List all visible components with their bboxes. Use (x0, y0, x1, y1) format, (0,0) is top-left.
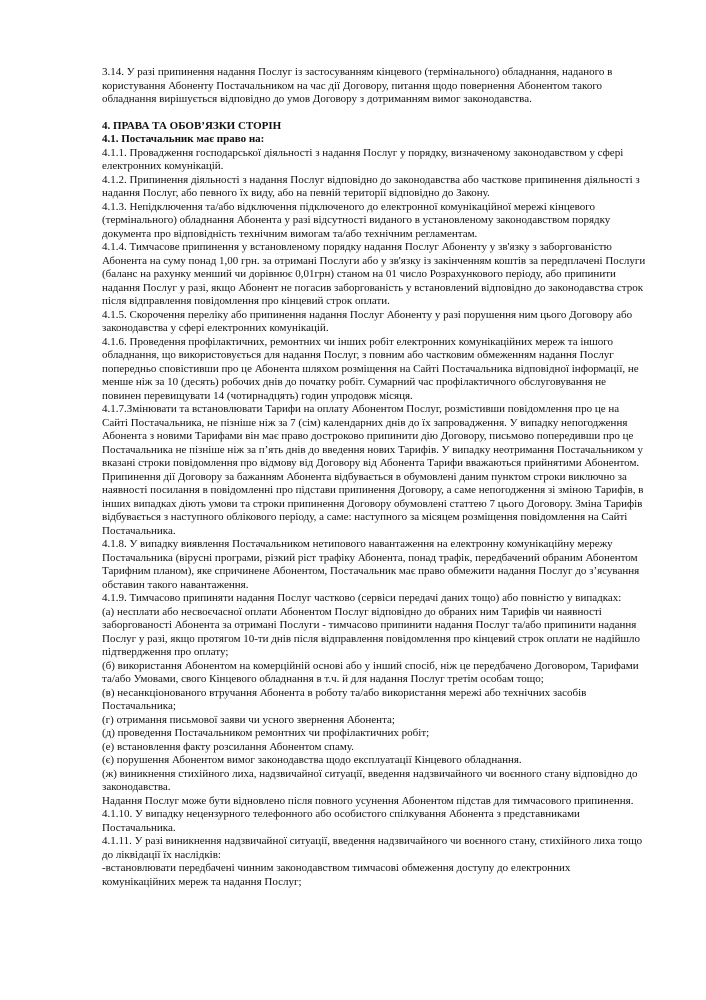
paragraph-4-1-4: 4.1.4. Тимчасове припинення у встановленому порядку надання Послуг Абоненту у зв'язку з заборгованістю Абонента на суму понад 1,00 грн. за отримані Послуги або у зв'язку із закінченням коштів за передплачені Послуги (баланс на рахунку менший чи дорівнює 0,01грн) станом на 01 число Розрахункового періоду, або припинити надання Послуг у разі, якщо Абонент не погасив заборгованість у встановлений відповідно до законодавства строк після відправлення повідомлення про кінцевий строк оплати. (102, 241, 646, 307)
list-item-e: (е) встановлення факту розсилання Абонентом спаму. (102, 740, 354, 753)
restoration-note: Надання Послуг може бути відновлено після повного усунення Абонентом підстав для тимчасового припинення. (102, 794, 634, 807)
list-item-d: (д) проведення Постачальником ремонтних чи профілактичних робіт; (102, 727, 430, 739)
list-item-v: (в) несанкціонованого втручання Абонента в роботу та/або використання мережі або технічних засобів Постачальника; (102, 686, 587, 712)
subsection-title: 4.1. Постачальник має право на: (102, 133, 265, 145)
paragraph-4-1-9: 4.1.9. Тимчасово припиняти надання Послуг частково (сервіси передачі даних тощо) або повністю у випадках: (102, 592, 622, 604)
list-item-ye: (є) порушення Абонентом вимог законодавства щодо експлуатації Кінцевого обладнання. (102, 754, 522, 766)
list-item-a: (а) несплати або несвоєчасної оплати Абонентом Послуг відповідно до обраних ним Тарифів чи наявності заборгованості Абонента за отримані Послуги - тимчасово припинити надання Послуг та/або припинити надання Послуг у разі, якщо протягом 10-ти днів після відправлення повідомлення про кінцевий строк оплати не надійшло підтвердження про оплату; (102, 605, 641, 658)
paragraph-list (102, 147, 646, 890)
paragraph-4-1-11: 4.1.11. У разі виникнення надзвичайної ситуації, введення надзвичайного чи воєнного стану, стихійного лиха тощо до ліквідації їх наслідків: (102, 835, 643, 861)
paragraph-4-1-3: 4.1.3. Непідключення та/або відключення підключеного до електронної комунікаційної мережі кінцевого (термінального) обладнання Абонента у разі відсутності виданого в установленому законодавством порядку документа про відповідність технічним вимогам та/або технічним регламентам. (102, 200, 611, 240)
paragraph-4-1-6: 4.1.6. Проведення профілактичних, ремонтних чи інших робіт електронних комунікаційних мереж та іншого обладнання, що використовується для надання Послуг, з повним або частковим обмеженням надання Послуг попередньо сповістивши про це Абонента шляхом розміщення на Сайті Постачальника відповідної інформації, не менше ніж за 10 (десять) робочих днів до початку робіт. Сумарний час профілактичного обслуговування не повинен перевищувати 14 (чотирнадцять) годин упродовж місяця. (102, 335, 639, 402)
list-item-zh: (ж) виникнення стихійного лиха, надзвичайної ситуації, введення надзвичайного чи воєнного стану відповідно до законодавства. (102, 767, 638, 793)
list-item-g: (г) отримання письмової заяви чи усного звернення Абонента; (102, 713, 395, 726)
section-title: 4. ПРАВА ТА ОБОВ’ЯЗКИ СТОРІН (102, 119, 282, 132)
list-item-b: (б) використання Абонентом на комерційній основі або у інший спосіб, ніж це передбачено Договором, Тарифами та/або Умовами, свого Кінцевого обладнання в т.ч. й для надання Послуг третім особам тощо; (102, 659, 639, 685)
paragraph-4-1-5: 4.1.5. Скорочення переліку або припинення надання Послуг Абоненту у разі порушення ним цього Договору або законодавства у сфері електронних комунікацій. (102, 308, 633, 334)
paragraph-4-1-10: 4.1.10. У випадку нецензурного телефонного або особистого спілкування Абонента з представниками Постачальника. (102, 808, 580, 834)
paragraph-4-1-11-item: -встановлювати передбачені чинним законодавством тимчасові обмеження доступу до електронних комунікаційних мереж та надання Послуг; (102, 862, 571, 888)
paragraph-4-1-2: 4.1.2. Припинення діяльності з надання Послуг відповідно до законодавства або часткове припинення діяльності з надання Послуг, або певного їх виду, або на певній території відповідно до Закону. (102, 173, 640, 199)
paragraph-4-1-8: 4.1.8. У випадку виявлення Постачальником нетипового навантаження на електронну комунікаційну мережу Постачальника (вірусні програми, різкий ріст трафіку Абонента, понад трафік, передбачений обраним Абонентом Тарифним планом), яке спричинене Абонентом, Постачальник має право обмежити надання Послуг до з’ясування обставин такого навантаження. (102, 538, 640, 591)
paragraph-4-1-1: 4.1.1. Провадження господарської діяльності з надання Послуг у порядку, визначеному законодавством у сфері електронних комунікацій. (102, 146, 624, 172)
spacer (102, 107, 646, 120)
intro-paragraph: 3.14. У разі припинення надання Послуг із застосуванням кінцевого (термінального) обладнання, наданого в користування Абоненту Постачальником на час дії Договору, питання щодо повернення Абонентом такого обладнання вирішується відповідно до умов Договору з дотриманням вимог законодавства. (102, 66, 613, 105)
paragraph-4-1-7: 4.1.7.Змінювати та встановлювати Тарифи на оплату Абонентом Послуг, розмістивши повідомлення про це на Сайті Постачальника, не пізніше ніж за 7 (сім) календарних днів до їх запровадження. У випадку непогодження Абонента з новими Тарифами він має право достроково припинити дію Договору, письмово попередивши про це Постачальника не пізніше ніж за п’ять днів до введення нових Тарифів. У випадку неотримання Постачальником у вказані строки повідомлення про відмову від Договору від Абонента Тарифи вважаються прийнятими Абонентом. Припинення дії Договору за бажанням Абонента відбувається в обумовлені даним пунктом строки виключно за наявності посилання в повідомленні про підстави припинення Договору, а саме непогодження зі зміною Тарифів, в інших випадках діють умови та строки припинення Договору обумовлені статтею 7 цього Договору. Зміна Тарифів відбувається з наступного облікового періоду, а саме: наступного за місяцем розміщення повідомлення на Сайті Постачальника. (102, 403, 644, 537)
